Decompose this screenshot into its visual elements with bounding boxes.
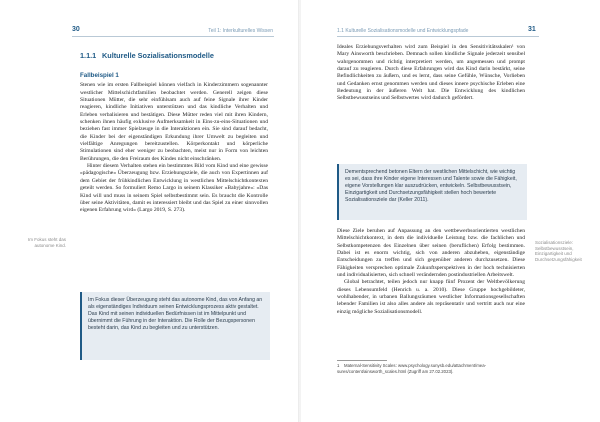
right-paragraph-2: Global betrachtet, teilen jedoch nur knapp fünf Prozent der Weltbevölkerung dieses Lebensumfeld (Henrich u. a. 2010). Diese Gruppe hochgebildeter, wohlhabender, in urbanen Ballungsräumen westlicher Informationsgesellschaften lebender Familien ist also alles andere als repräsentativ und vertritt auch nur eine einzig mögliche Sozialisationsmodell. bbox=[337, 279, 525, 315]
highlight-box-left: Im Fokus dieser Überzeugung steht das autonome Kind, das von Anfang an als eigenständiges Individuum seinen Entwicklungsprozess aktiv gestaltet. Das Kind mit seinen individuellen Bedürfnissen ist im Mittelpunkt und übernimmt die Führung in der Interaktion. Die Rolle der Bezugspersonen besteht darin, das Kind zu begleiten und zu unterstützen. bbox=[80, 292, 270, 360]
header-rule-right bbox=[337, 36, 539, 37]
left-paragraph-1: Stenen wie im ersten Fallbeispiel können vielfach in Kinderzimmern sogenannter westlicher Mittelschichtfamilien beobachtet werden. Generell zeigen diese Situationen Mütter, die sehr einfühlsam auch auf feine Signale ihrer Kinder reagieren, kindliche Initiativen unterstützen und das kindliche Verhalten und Erleben verbalisieren und bestätigen. Diese Mütter reden viel mit ihren Kindern, schenken ihnen häufig exklusive Aufmerksamkeit in Eins-zu-eins-Situationen und beziehen fast immer Spielzeuge in die Interaktionen ein. Sie sind darauf bedacht, die Kinder bei der eigenständigen Erkundung ihrer Umwelt zu begleiten und vielfältige Anregungen bereitzustellen. Körperkontakt und körperliche Stimulationen sind eher weniger zu beobachten, meist nur in Form von leichten Berührungen, die den Freiraum des Kindes nicht einschränken. bbox=[80, 82, 268, 162]
section-title-text: Kulturelle Sozialisationsmodelle bbox=[102, 51, 214, 60]
header-rule-left bbox=[72, 36, 274, 37]
section-title bbox=[80, 51, 214, 60]
footnote-rule bbox=[337, 360, 387, 361]
page-number-right: 31 bbox=[528, 26, 536, 33]
margin-note-left: Im Fokus steht das autonome Kind. bbox=[27, 237, 66, 248]
footnote-number: 1 bbox=[337, 363, 340, 368]
left-paragraph-2: Hinter diesem Verhalten stehen ein bestimmtes Bild vom Kind und eine gewisse »pädagogische« Überzeugung bzw. Erziehungsziele, die auch von Expertinnen auf dem Gebiet der frühkindlichen Entwicklung in westlichen Mittelschichtkontexten geteilt werden. So formuliert Remo Largo in seinem Klassiker »Babyjahre«: »Das Kind will und muss in seinem Spiel selbstbestimmt sein. Es braucht die Kontrolle über seine Aktivitäten, damit es interessiert bleibt und das Spiel zu einer sinnvollen eigenen Erfahrung wird« (Largo 2019, S. 273). bbox=[80, 163, 268, 214]
section-number: 1.1.1 bbox=[80, 51, 97, 60]
example-title: Fallbeispiel 1 bbox=[80, 72, 119, 79]
right-body-bottom bbox=[337, 228, 525, 316]
left-body-text bbox=[80, 72, 268, 215]
right-page bbox=[301, 0, 600, 422]
footnote-text: Maternal-Sensitivity Scales: www.psychology.sunysb.edu/attachment/mea- sures/content/ainsworth_scales.html (Zugriff am 27.02.2023). bbox=[337, 363, 487, 374]
right-paragraph-1: Diese Ziele beruhen auf Anpassung an den wettbewerbsorientierten westlichen Mittelschichtkontext, in dem die individuelle Leistung bzw. die fachlichen und Selbstkompetenzen des Einzelnen über seinen (beruflichen) Erfolg bestimmen. Dabei ist es enorm wichtig, sich von anderen abzuheben, eigenständige Entscheidungen zu treffen und sich gegenüber anderen durchzusetzen. Diese Fähigkeiten versprechen optimale Zukunftsperspektiven in der hoch technisierten und individualisierten, sich schnell verändernden postindustriellen Arbeitswelt. bbox=[337, 228, 525, 279]
right-body-top: Ideales Erziehungsverhalten wird zum Beispiel in den Sensitivitätsskalen¹ von Mary Ainsworth beschrieben. Demnach sollen kindliche Signale jederzeit sensibel wahrgenommen und richtig interpretiert werden, um angemessen und prompt darauf zu reagieren. Durch diese Erfahrungen wird das Kind darin bestärkt, seine Befindlichkeiten zu äußern, und es lernt, dass seine Gefühle, Wünsche, Vorlieben und Gedanken ernst genommen werden und dieses innere psychische Erleben eine Bedeutung in der äußeren Welt hat. Die Entwicklung des kindlichen Selbstbewusstseins und Selbstwertes wird dadurch gefördert. bbox=[337, 44, 525, 102]
page-number-left: 30 bbox=[72, 26, 80, 33]
footnote bbox=[337, 363, 525, 374]
left-page bbox=[0, 0, 299, 422]
margin-note-right: Sozialisationsziele: Selbstbewusstsein, Einzigartigkeit und Durchsetzungsfähigkeit bbox=[535, 240, 582, 262]
running-head-right: 1.1 Kulturelle Sozialisationsmodelle und Entwicklungspfade bbox=[337, 28, 469, 34]
highlight-box-right: Dementsprechend betonen Eltern der westlichen Mittelschicht, wie wichtig es sei, dass ihre Kinder eigene Interessen und Talente sowie die Fähigkeit, eigene Vorstellungen klar auszudrücken, entwickeln. Selbstbewusstsein, Einzigartigkeit und Durchsetzungsfähigkeit stellen hoch bewertete Sozialisationsziele dar (Keller 2011). bbox=[337, 164, 527, 220]
running-head-left: Teil 1: Interkulturelles Wissen bbox=[208, 28, 273, 34]
